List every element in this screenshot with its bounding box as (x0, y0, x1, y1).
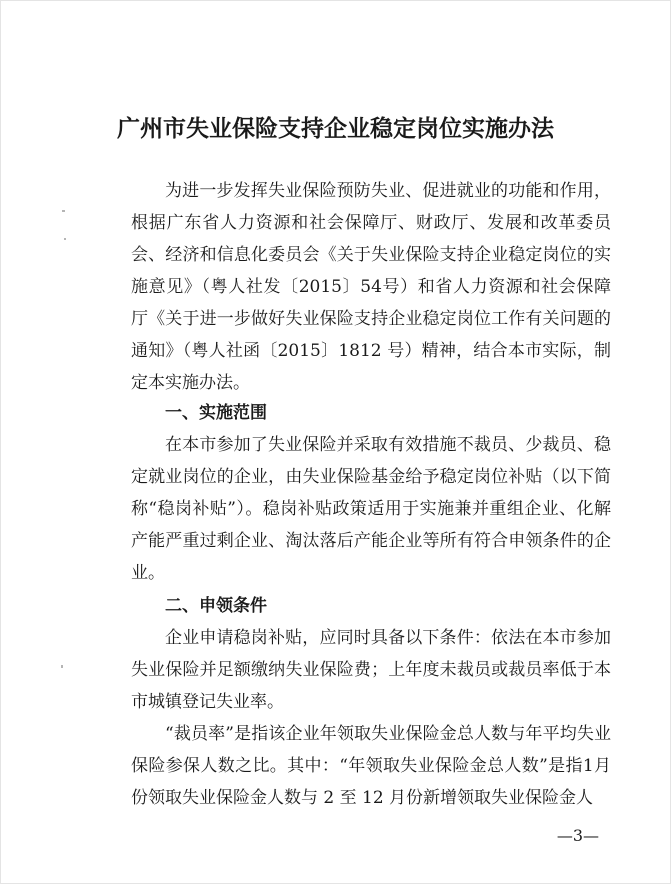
scan-speck (61, 665, 63, 668)
intro-paragraph: 为进一步发挥失业保险预防失业、促进就业的功能和作用，根据广东省人力资源和社会保障厅、财政厅、发展和改革委员会、经济和信息化委员会《关于失业保险支持企业稳定岗位的实施意见》（粤人社发〔2015〕54号）和省人力资源和社会保障厅《关于进一步做好失业保险支持企业稳定岗位工作有关问题的通知》（粤人社函〔2015〕1812 号）精神，结合本市实际，制定本实施办法。 (131, 181, 611, 393)
document-title: 广州市失业保险支持企业稳定岗位实施办法 (117, 115, 554, 142)
page-number: —3— (556, 826, 599, 845)
section-2-paragraph-2: “裁员率”是指该企业年领取失业保险金总人数与年平均失业保险参保人数之比。其中：“年领取失业保险金总人数”是指1月份领取失业保险金人数与 2 至 12 月份新增领取失业保险金人 (131, 724, 611, 808)
section-1-heading: 一、实施范围 (165, 403, 267, 423)
section-1-paragraph: 在本市参加了失业保险并采取有效措施不裁员、少裁员、稳定就业岗位的企业，由失业保险基金给予稳定岗位补贴（以下简称“稳岗补贴”）。稳岗补贴政策适用于实施兼并重组企业、化解产能严重过剩企业、淘汰落后产能企业等所有符合申领条件的企业。 (131, 435, 611, 583)
section-2-paragraph-1: 企业申请稳岗补贴，应同时具备以下条件：依法在本市参加失业保险并足额缴纳失业保险费；上年度未裁员或裁员率低于本市城镇登记失业率。 (131, 628, 611, 712)
scan-speck (64, 238, 66, 240)
scan-speck (62, 210, 65, 212)
section-2-heading: 二、申领条件 (165, 596, 267, 616)
